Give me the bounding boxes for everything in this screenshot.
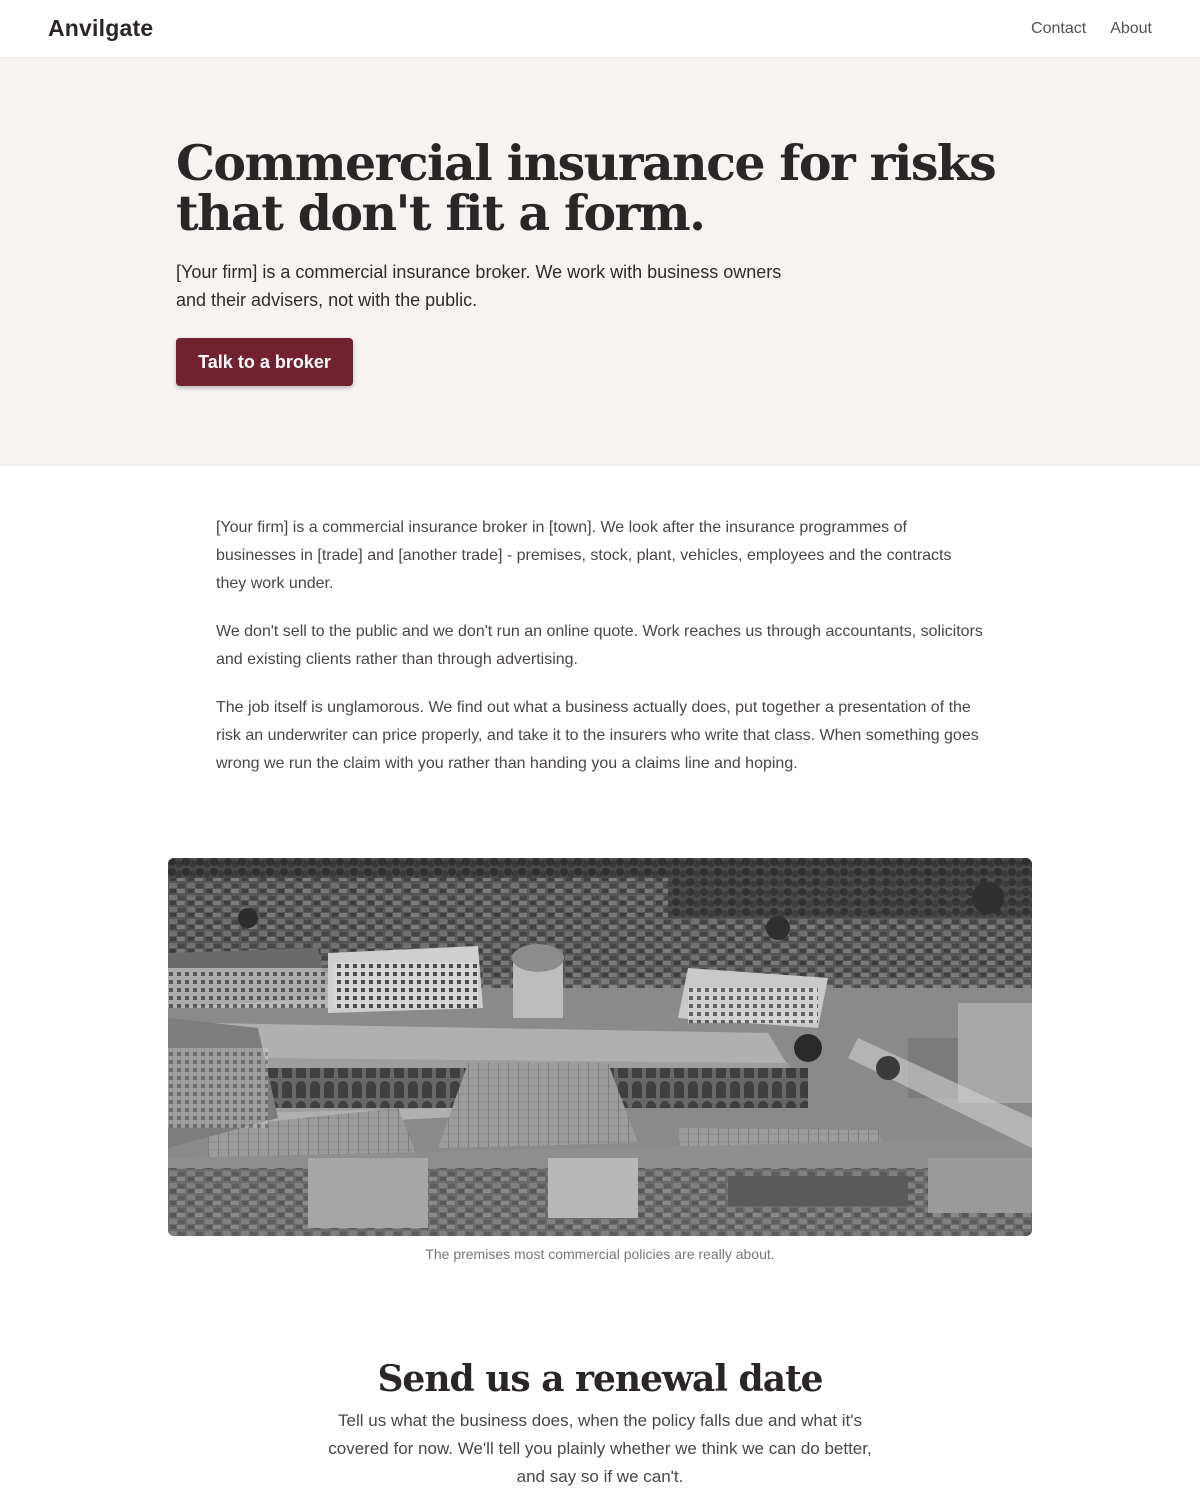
main-nav	[1031, 20, 1152, 38]
hero-section	[0, 58, 1200, 466]
nav-link-about[interactable]: About	[1110, 19, 1152, 37]
aerial-town-photo	[168, 858, 1032, 1236]
photo-caption: The premises most commercial policies are really about.	[425, 1246, 775, 1262]
intro-paragraph: [Your firm] is a commercial insurance broker in [town]. We look after the insurance programmes of businesses in [trade] and [another trade] - premises, stock, plant, vehicles, employees and the contracts they work under.	[216, 519, 952, 592]
hero-lede: [Your firm] is a commercial insurance broker. We work with business owners and their advisers, not with the public.	[176, 262, 782, 310]
intro-paragraph: The job itself is unglamorous. We find out what a business actually does, put together a presentation of the risk an underwriter can price properly, and take it to the insurers who write that class. When something goes wrong we run the claim with you rather than handing you a claims line and hoping.	[216, 699, 979, 772]
town-photo-figure	[168, 858, 1032, 1262]
renewal-body: Tell us what the business does, when the policy falls due and what it's covered for now. We'll tell you plainly whether we think we can do better, and say so if we can't.	[328, 1411, 872, 1486]
renewal-section	[0, 1355, 1200, 1491]
hero-title: Commercial insurance for risks that don't fit a form.	[176, 134, 996, 242]
site-header	[0, 0, 1200, 58]
talk-to-broker-button[interactable]: Talk to a broker	[176, 338, 353, 386]
brand-logo[interactable]: Anvilgate	[48, 15, 154, 41]
renewal-heading: Send us a renewal date	[377, 1358, 823, 1400]
nav-link-contact[interactable]: Contact	[1031, 19, 1087, 37]
intro-section	[216, 514, 986, 798]
intro-paragraph: We don't sell to the public and we don't run an online quote. Work reaches us through accountants, solicitors and existing clients rather than through advertising.	[216, 623, 983, 668]
